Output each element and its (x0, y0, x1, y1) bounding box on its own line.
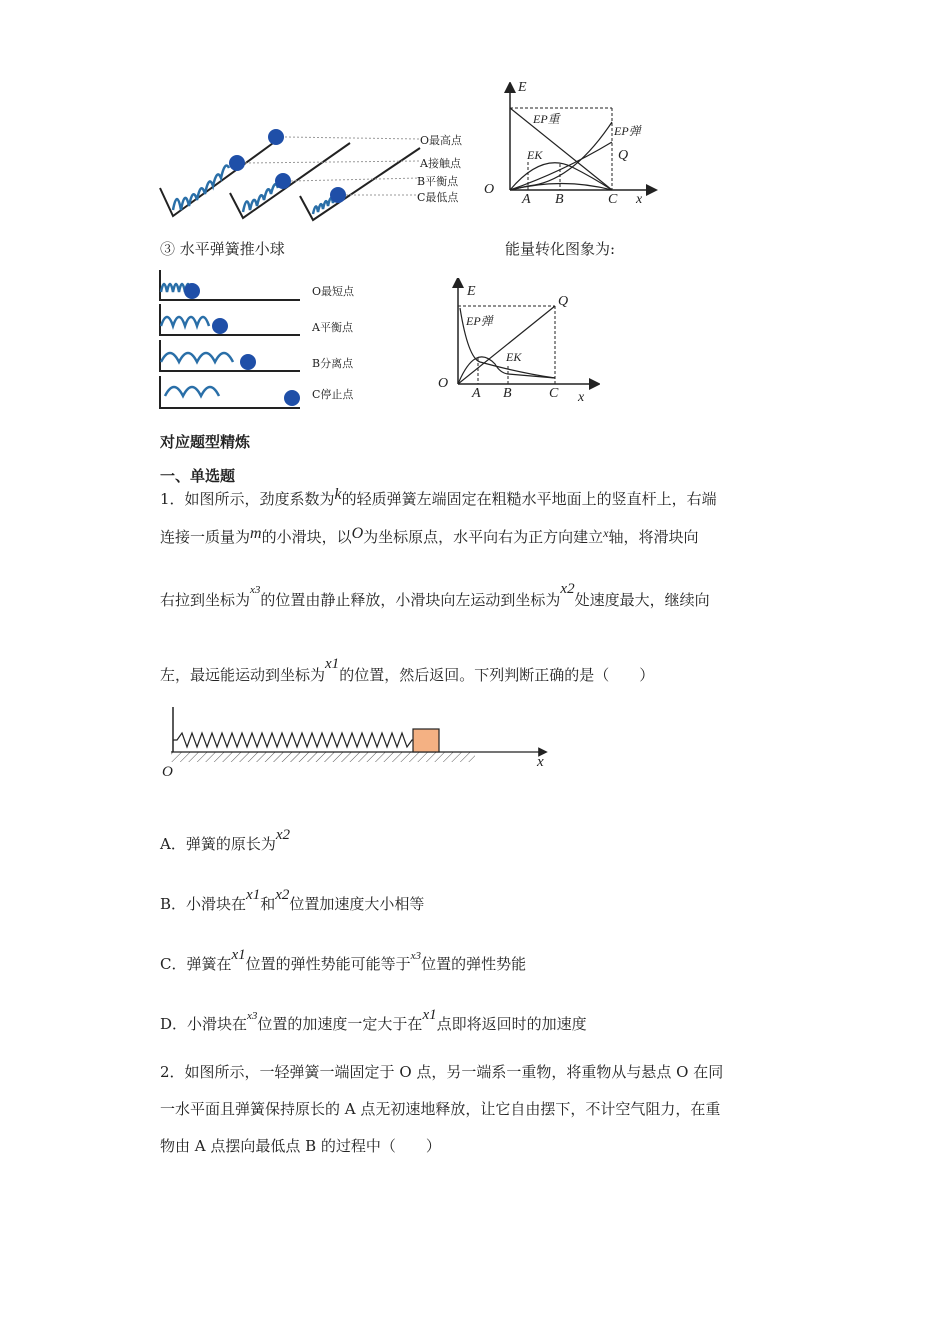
label-a-top: A接触点 (420, 157, 461, 170)
q2-line3: 物由 A 点摆向最低点 B 的过程中（ ） (160, 1137, 441, 1155)
ball-b (275, 173, 291, 189)
label-c-top: C最低点 (417, 191, 459, 204)
graph2-tick-a: A (472, 386, 481, 401)
q1-fig-o: O (162, 764, 173, 780)
q1-spring-block-figure (155, 702, 555, 782)
graph2-q: Q (558, 294, 569, 309)
label-a-h: A平衡点 (312, 321, 353, 334)
ball-o (268, 129, 284, 145)
horizontal-spring-figure (155, 268, 305, 410)
q1-line3: 右拉到坐标为$^{x3}$的位置由静止释放，小滑块向左运动到坐标为x2处速度最大，继续向 (160, 581, 710, 609)
graph2-o-label: O (438, 376, 449, 391)
graph1-tick-c: C (608, 192, 618, 207)
option-c[interactable]: C．弹簧在x1位置的弹性势能可能等于$^{x3}$位置的弹性势能 (160, 947, 527, 973)
graph1-q: Q (618, 148, 629, 163)
graph2-tick-b: B (503, 386, 512, 401)
graph1-e-label: E (518, 80, 527, 95)
q1-line2: 连接一质量为m的小滑块，以O为坐标原点，水平向右为正方向建立$^x$轴，将滑块向 (160, 525, 699, 546)
subheading: 一、单选题 (160, 467, 236, 485)
label-o-top: O最高点 (420, 134, 463, 147)
option-d[interactable]: D．小滑块在$^{x3}$位置的加速度一定大于在x1点即将返回时的加速度 (160, 1007, 587, 1033)
block (413, 729, 439, 752)
q1-line4: 左，最远能运动到坐标为x1的位置，然后返回。下列判断正确的是（ ） (160, 656, 655, 684)
graph1-x-label: x (636, 192, 643, 207)
graph1-ep-spring: EP弹 (614, 124, 641, 138)
label-b-h: B分离点 (312, 357, 354, 370)
label-b-top: B平衡点 (417, 175, 459, 188)
q2-line1: 2．如图所示，一轻弹簧一端固定于 O 点，另一端系一重物，将重物从与悬点 O 在同 (160, 1063, 724, 1081)
graph1-tick-b: B (555, 192, 564, 207)
label-o-h: O最短点 (312, 285, 355, 298)
heading: 对应题型精炼 (160, 433, 251, 451)
q1-line1: 1．如图所示，劲度系数为k的轻质弹簧左端固定在粗糙水平地面上的竖直杆上，右端 (160, 486, 717, 508)
ball-a (229, 155, 245, 171)
graph1-o-label: O (484, 182, 495, 197)
graph1-ep-grav: EP重 (533, 112, 560, 126)
label-c-h: C停止点 (312, 388, 354, 401)
q1-fig-x: x (537, 754, 544, 770)
hball-a (212, 318, 228, 334)
section3-title: ③ 水平弹簧推小球 (160, 240, 285, 258)
hball-o (184, 283, 200, 299)
graph1-tick-a: A (522, 192, 531, 207)
hball-c (284, 390, 300, 406)
ball-c (330, 187, 346, 203)
graph2-x-label: x (578, 390, 585, 405)
graph2-ek: EK (506, 350, 522, 364)
energy-graph-section3 (430, 278, 600, 393)
graph2-tick-c: C (549, 386, 559, 401)
graph1-ek: EK (527, 148, 543, 162)
graph2-ep-spring: EP弹 (466, 314, 493, 328)
option-b[interactable]: B．小滑块在x1和x2位置加速度大小相等 (160, 887, 425, 913)
graph2-e-label: E (467, 284, 476, 299)
option-a[interactable]: A．弹簧的原长为x2 (160, 827, 291, 853)
hball-b (240, 354, 256, 370)
energy-graph-top (482, 82, 662, 212)
section3-caption: 能量转化图象为: (505, 240, 616, 258)
q2-line2: 一水平面且弹簧保持原长的 A 点无初速地释放，让它自由摆下，不计空气阻力，在重 (160, 1100, 721, 1118)
